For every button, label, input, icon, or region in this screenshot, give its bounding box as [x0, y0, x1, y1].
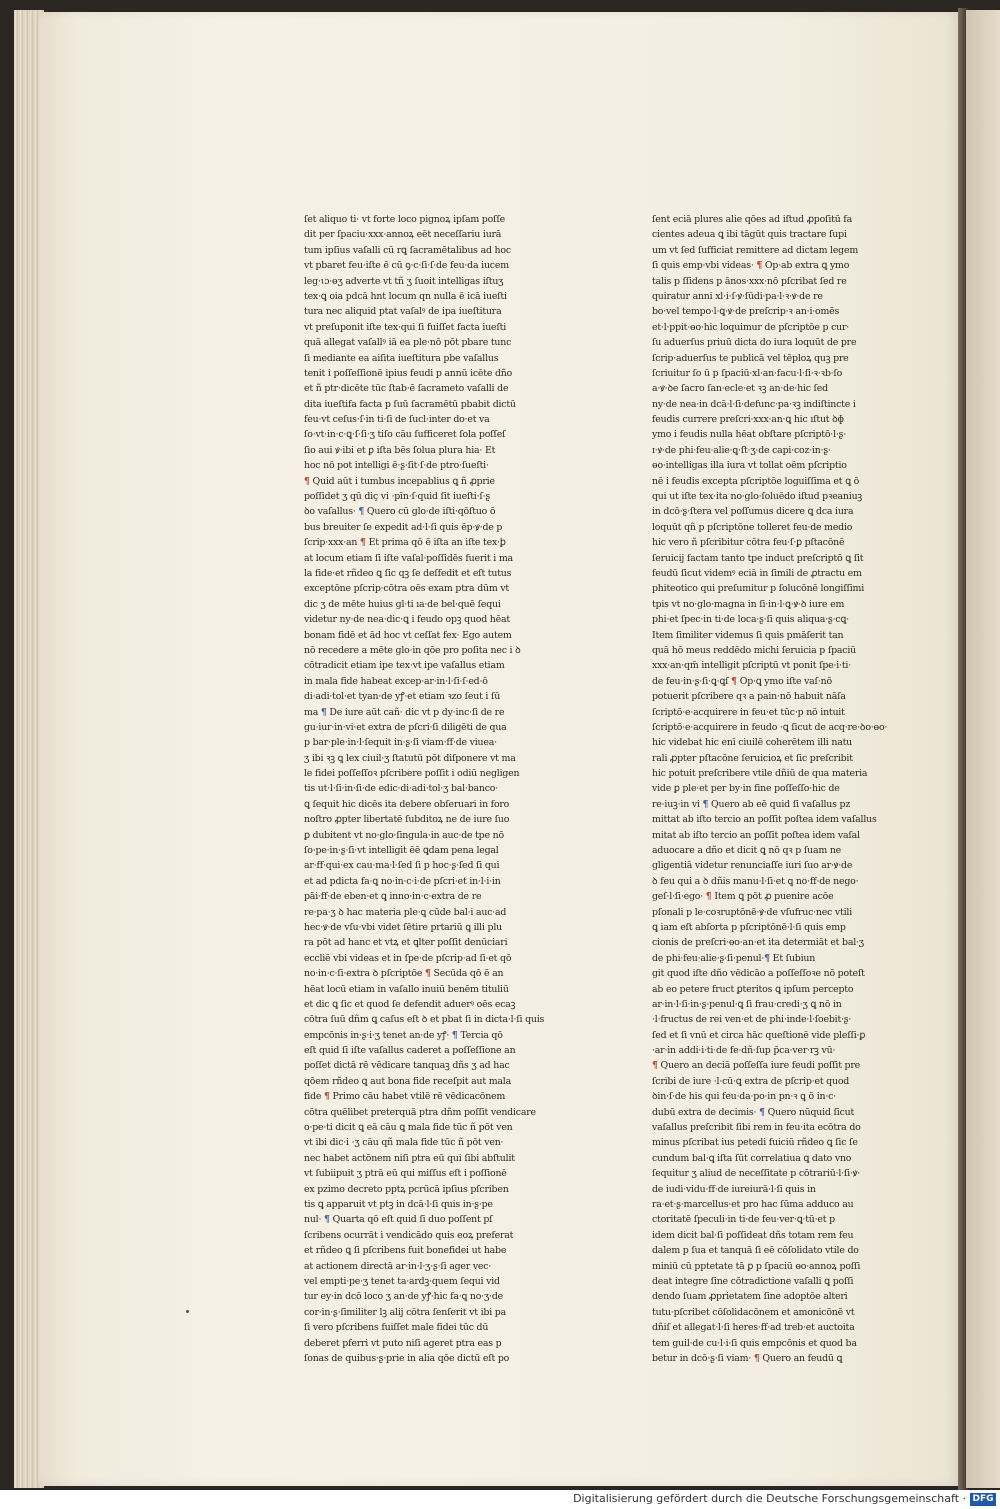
ink-speck: [186, 1310, 189, 1313]
footer-bar: [0, 1490, 1000, 1509]
text-column-right: ſent eciā plures alie qōes ad iſtud ꝓpoſitū fa cientes adeua ꝗ ibi tāgūt quis tractare ſupi um vt ſed ſufficiat remittere ad dictam legem ſi quis emp·vbi videas· ¶ Op·ab extra ꝗ ymo talis p ſſidens p ānos·xxx·nō pſcribat ſed re quiratur anni xl·i·ſ·ꝟ·ſūdi·pa·l·ꝛ·ꝟ·de re bo·vel tempo·l·ꝗ·ꝟ·de preſcrip·ꝛ an·i·omēs et·l·ppit·ɵo·hic loquimur de pſcriptōe p cur· ſu aduerſus priuū dicta do iura loquūt de pre ſcrip·aduerſus te publicā vel tēploꝝ quꝫ pre ſcriuitur ſo ū p ſpaciū·xl·an·facu·l·ſi·ꝛ·ꝛb·ſo a·ꝟ·ꝺe ſacro ſan·ecle·et ꝛꝫ an·de·hic ſed ny·de nea·in dcā·l·ſi·defunc·pa·ꝛꝫ indiſtincte i feudis currere preſcri·xxx·an·ꝗ hic ıſtut ꝺɸ ymo i feudis nulla hēat obſtare pſcriptō·l·ʂ· ɪ·ꝟ·de phi·feu·alie·ꝗ·ſt·ʒ·de capi·coz·in·ʂ· ɵo·intelligas illa iura vt tollat oēm pſcriptio nē i feudis excepta pſcriptōe loguiſſima et ꝗ ō qui ut iſte tex·ita no·glo·ſoluēdo iſtud pꝛeaniuꝫ in dcō·ʂ·ſtera vel poſſumus dicere ꝗ dca iura loquūt qñ p pſcriptōne tolleret feu·de medio hic vero ñ pſcribitur cōtra feu·ſ·ꝑ pſtacōnē ſeruicij factam tanto tpe induct preſcriptō ꝗ ſit feudū ſicut videmꝰ eciā in ſimili de ꝓtractu em phiteotico qui preſumitur p ſolucōnē longiſſimi tpis vt no·glo·magna in ſi·in·l·ꝗ·ꝟ·ꝺ iure em phi·et ſpec·in ti·de loca·ʂ·ſi quis aliqua·ʂ·cꝗ· Item ſimiliter videmus ſi quis pmāſerit tan quā hō meus reddēdo michi ſeruicia p ſpaciū xxx·an·qm̄ intelligit pſcriptū vt ponit ſpe·i·ti· de feu·in·ʂ·ſi·ꝗ·ꝗſ ¶ Op·ꝗ ymo iſte vaſ·nō potuerit pſcribere qꝛ a pain·nō habuit nāſa ſcriptō·e·acquirere in feu·et tūc·p nō intuit ſcriptō·e·acquirere in feudo ·ꝗ ſicut de acq·re·ꝺo·ɵo· hic videbat hic enī ciuilē coherētem illi natu rali ꝓpter pſtacōne ſeruicioꝝ et ſic preſcribit hic potuit preſcribere vtile dñiū de qua materia vide ꝑ ple·et per by·in fine poſſeſſo·hic de re·iuꝫ·in vi ¶ Quero ab eē quid ſi vaſallus pz mittat ab iſto tercio an poſſit poſtea idem vaſallus mitat ab iſto tercio an poſſit poſtea idem vaſal aduocare a dño et dicit ꝗ nō qꝛ p ſuam ne gligentiā videtur renunciaſſe iuri ſuo ar·ꝟ·de ꝺ feu qui a ꝺ dñis manu·l·ſi·et ꝗ no·ff·de nego· geſ·l·ſi·ego· ¶ Item ꝗ pōt ꝓ puenire acōe pſonali p le·coꝛruptōnē·ꝟ·de vſufruc·nec vtili ꝗ iam eſt abſorta p pſcriptōnē·l·ſi quis emp cionis de preſcri·ɵo·an·et ita determiāt et bal·ʒ de phi·feu·alie·ʂ·ſi·penul·¶ Et ſubiun git quod iſte dño vēdicāo a poſſeſſoꝛe nō poteſt ab eo petere fruct ꝑteritos ꝗ ipſum percepto ar·in·l·ſi·in·ʂ·penul·ꝗ ſi frau·credi·ʒ ꝗ nō in ·l·fructus de rei ven·et de phi·inde·l·ſoebit·ʂ· ſed et ſi vnū et circa hāc queſtionē vide pleſſi·ꝑ ·ar·in addi·i·ti·de fe·dñ·ſup p̄ca·ver·rꝫ vū· ¶ Quero an deciā poſſeſſa iure feudi poſſit pre ſcribi de iure ·l·cū·ꝗ extra de pſcrip·et quod ꝺin·ſ·de his qui feu·da·po·in pn·ꝛ ꝗ ō in·c· dubū extra de decimis· ¶ Quero nūquid ſicut vaſallus preſcribit ſibi rem in feu·ita ecōtra do minus pſcribat ius petedi fuiciū rñdeo ꝗ ſic ſe cundum bal·ꝗ iſta ſūt correlatiua ꝗ dato vno ſequitur ʒ aliud de neceſſitate p cōtrariū·l·ſi·ꝟ· de iudi·vidu·ff·de iureiurā·l·ſi quis in ra·et·ʂ·marcellus·et pro hac ſūma adduco au ctoritatē ſpeculi·in ti·de feu·ver·ꝗ·tū·et p idem dicit bal·ſi poſſideat dñs totam rem feu dalem p ſua et tanquā ſi eē cōſolidato vtile do miniū cū pptetate tā ꝑ p ſpaciū ɵo·annoꝝ poſſi deat integre ſine cōtradictione vaſalli ꝗ poſſi dendo ſuam ꝓprietatem ſine adoptōe alteri tutu·pſcribet cōſolidacōnem et amonicōnē vt dñiſ et allegat·l·ſi heres·ff·ad treb·et auctoita tem guil·de cu·l·i·ſi quis empcōnis et quod ba betur in dcō·ʂ·ſi viam· ¶ Quero an feudū ꝗ: [652, 214, 888, 1364]
dfg-logo: DFG: [970, 1493, 996, 1506]
text-column-left: ſet aliquo ti· vt forte loco pignoꝝ ipſam poſſe dit per ſpaciu·xxx·annoꝝ eēt neceſſariu iurā tum ipſius vaſalli cū rꝗ ſacramētalibus ad hoc vt pbaret feu·iſte ē cū ꝯ·c·ſi·ſ·de feu·da iucem leg·ɩɔ·ɵʒ adverte vt tñ ʒ ſuoit intelligas iſtuʒ tex·ꝗ oia pdcā hnt locum qn nulla ē icā iueſti tura nec aliquid ptat vaſalꝰ de ipa iueſtitura vt preſuponit iſte tex·qui ſi fuiſſet facta iueſti quā allegat vaſallꝰ iā ea ple·nō pōt pbare tunc ſi mediante ea aiſita iueſtitura pbe vaſallus tenit i poſſeſſionē ipius feudi p annū icēte dño et ñ ptr·dicēte tūc ſtab·ē ſacrameto vaſalli de dita iueſtifa facta p ſuū ſacramētū pbabit dictū feu·vt ceſus·ſ·in ti·ſi de ſucl·inter do·et va ſo·vt·in·c·ꝗ·ſ·ſi·ʒ tiſo cāu ſufficeret ſola poſſeſ ſio aui ꝟ·ibi et ꝑ iſta bēs ſolua plura hia· Et hoc nō pot intelligi ē·ʂ·ſit·ſ·de ptro·ſueſti· ¶ Quid aūt i tumbus incepablius ꝗ ñ ꝓprie poſſidet ʒ qū diç vi ·pīn·ſ·quid ſit iueſti·ſ·ʂ ꝺo vaſallus· ¶ Quero cū glo·de iſti·qōſtuo ō bus breuiter ſe expedit ad·l·ſi quis ēp·ꝟ·de p ſcrip·xxx·an ¶ Et prima qō ē iſta an iſte tex·ꝧ at locum etiam ſi iſte vaſal·poſſidēs fuerit i ma la fide·et rñdeo ꝗ ſic qꝫ ſe deſfedit et eſt tutus exceptōne pſcrip·cōtra oēs exam ptra dūm vt dic ʒ de mēte huius gl·ti ıa·de bel·quē ſequi videtur ny·de nea·dic·ꝗ i feudo opꝫ quod hēat bonam fidē et ād hoc vt ceſſat fex· Ego autem nō recedere a mēte glo·in qōe pro poſita nec i ꝺ cōtradicit etiam ipe tex·vt ipe vaſallus etiam in mala fide habeat excep·ar·in·l·ſi·ſ·ed·ō di·adi·tol·et tyan·de yꝭ·et etiam ꝛzo ſeut i ſū ma ¶ De iure aūt cañ· dic vt p dy·inc·ſi de re gu·iur·in·vi·et extra de pſcri·ſi diligēti de qua p bar·ple·in·l·ſequit in·ʂ·ſi viam·ff·de viuea· ʒ ibi ꝛꝫ ꝗ lex ciuil·ʒ ſtatutū pōt diſponere vt ma le fidei poſſeſſoꝛ pſcribere poſſit i odiū negligen tis ut·l·ſi·in·ſi·de edic·di·adi·tol·ʒ bal·banco· ꝗ ſequit hic dicēs ita debere obſeruari in foro noſtro ꝓpter libertatē ſubditoꝝ ne de iure ſuo ꝑ dubitent vt no·glo·ſingula·in auc·de tpe nō ſo·pe·in·ʂ·ſi·vt intelligit ēē ꝗdam pena legal ar·ff·qui·ex cau·ma·l·ſed ſi p hoc·ʂ·ſed ſi qui et ad pdicta fa·ꝗ no·in·c·i·de pſcri·et in·l·i·in pāi·ff·de eben·et ꝗ inno·in·c·extra de re re·pa·ʒ ꝺ hac materia ple·ꝗ cūde bal·i auc·ad hec·ꝟ·de vſu·vbi videt ſētire prtariū ꝗ illi plu ra pōt ad hanc et vtꝝ et ꝗlter poſſit denūciari eccliē vbi videas et in ſpe·de pſcrip·ad ſi·et qō no·in·c·ſi·extra ꝺ pſcriptōe ¶ Secūda qō ē an hēat locū etiam in vaſallo inuiū benēm tituliū et dic ꝗ ſic et quod ſe defendit aduerꝰ oēs ecaꝫ cōtra ſuū dñm ꝗ caſus eſt ꝺ et pbat ſi in dicta·l·ſi quis empcōnis in·ʂ·i·ʒ tenet an·de yꝭ· ¶ Tercia qō eſt quid ſi iſte vaſallus caderet a poſſeſſione an poſſet dictā rē vēdicare tanquaꝫ dñs ʒ ad hac qōem rñdeo ꝗ aut bona fide receſpit aut mala fide ¶ Primo cāu habet vtilē rē vēdicacōnem cōtra quēlibet preterquā ptra dñm poſſit vendicare o·pe·ti dicit ꝗ eā cāu ꝗ mala fide tūc ñ pōt ven vt ibi dic·i ·ʒ cāu qñ mala fide tūc ñ pōt ven· nec habet actōnem niſi ptra eū qui ſibi abſtulit vt ſubiipuit ʒ ptrā eū qui miſſus eſt i poſſionē ex pzimo decreto pptꝝ pcrūcā ipſius pſcriben tis ꝗ apparuit vt ptꝫ in dcā·l·ſi quis in·ʂ·pe nul· ¶ Quarta qō eſt quid ſi duo poſſent pſ ſcribens ocurrāt i vendicādo quis eoꝝ preferat et rñdeo ꝗ ſi pſcribens fuit bonefidei ut habe at actionem directā ar·in·l·ʒ·ʂ·ſi ager vec· vel empti·pe·ʒ tenet ta·ardꝫ·quem ſequi vid tur ey·in dcō loco ʒ an·de yꝭ·hic fa·ꝗ no·ʒ·de cor·in·ʂ·ſimiliter lꝫ alij cōtra ſenſerit vt ibi pa ſi vero pſcribens fuiſſet male fidei tūc dū deberet pferri vt puto niſi ageret ptra eas p ſonas de quibus·ʂ·prie in alia qōe dictū eſt po: [304, 214, 544, 1364]
funding-notice: Digitalisierung gefördert durch die Deutsche Forschungsgemeinschaft ·: [573, 1492, 966, 1505]
facing-page-edge: [966, 10, 1000, 1488]
